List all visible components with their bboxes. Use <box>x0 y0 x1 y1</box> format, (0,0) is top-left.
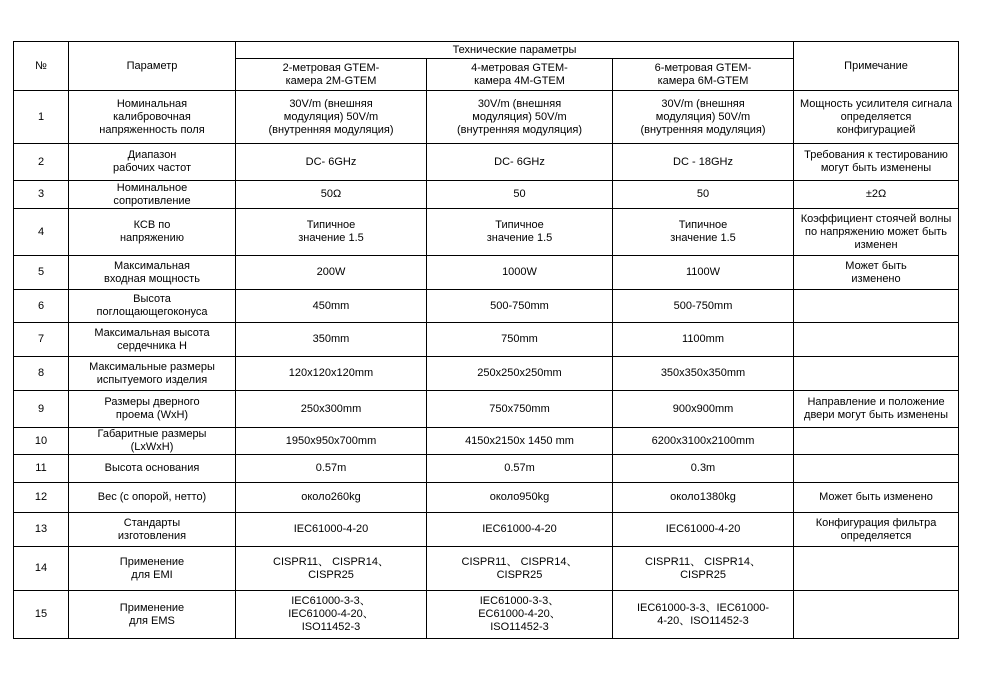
note-cell: Может быть изменено <box>794 483 959 513</box>
value-6m-cell: CISPR11、 CISPR14、 CISPR25 <box>613 547 794 591</box>
value-4m-cell: 0.57m <box>427 455 613 483</box>
value-6m-cell: 0.3m <box>613 455 794 483</box>
row-number: 12 <box>14 483 69 513</box>
note-cell: Конфигурация фильтра определяется <box>794 513 959 547</box>
table-row <box>14 209 959 256</box>
value-4m-cell: DC- 6GHz <box>427 144 613 181</box>
note-cell <box>794 290 959 323</box>
param-cell: Вес (с опорой, нетто) <box>69 483 236 513</box>
table-row <box>14 547 959 591</box>
note-cell: Коэффициент стоячей волны по напряжению может быть изменен <box>794 209 959 256</box>
table-row <box>14 256 959 290</box>
param-cell: Габаритные размеры (LxWxH) <box>69 428 236 455</box>
header-model-4m: 4-метровая GTEM- камера 4M-GTEM <box>427 59 613 91</box>
value-6m-cell: 350x350x350mm <box>613 357 794 391</box>
row-number: 4 <box>14 209 69 256</box>
value-2m-cell: 0.57m <box>236 455 427 483</box>
value-2m-cell: DC- 6GHz <box>236 144 427 181</box>
value-2m-cell: 120x120x120mm <box>236 357 427 391</box>
value-6m-cell: 900x900mm <box>613 391 794 428</box>
value-4m-cell: CISPR11、 CISPR14、 CISPR25 <box>427 547 613 591</box>
header-model-6m: 6-метровая GTEM- камера 6M-GTEM <box>613 59 794 91</box>
value-2m-cell: IEC61000-3-3、 IEC61000-4-20、 ISO11452-3 <box>236 591 427 639</box>
header-no: № <box>14 42 69 91</box>
value-6m-cell: 6200x3100x2100mm <box>613 428 794 455</box>
value-4m-cell: Типичное значение 1.5 <box>427 209 613 256</box>
note-cell <box>794 547 959 591</box>
note-cell: Требования к тестированию могут быть изменены <box>794 144 959 181</box>
table-row <box>14 428 959 455</box>
header-row-top <box>14 42 959 59</box>
value-6m-cell: 50 <box>613 181 794 209</box>
table-row <box>14 181 959 209</box>
param-cell: Диапазон рабочих частот <box>69 144 236 181</box>
value-4m-cell: IEC61000-3-3、 EC61000-4-20、 ISO11452-3 <box>427 591 613 639</box>
value-6m-cell: Типичное значение 1.5 <box>613 209 794 256</box>
value-4m-cell: 750x750mm <box>427 391 613 428</box>
header-note: Примечание <box>794 42 959 91</box>
value-4m-cell: 30V/m (внешняя модуляция) 50V/m (внутренняя модуляция) <box>427 91 613 144</box>
value-2m-cell: 350mm <box>236 323 427 357</box>
param-cell: Высота поглощающегоконуса <box>69 290 236 323</box>
param-cell: Высота основания <box>69 455 236 483</box>
row-number: 3 <box>14 181 69 209</box>
table-row <box>14 591 959 639</box>
param-cell: Номинальное сопротивление <box>69 181 236 209</box>
value-2m-cell: CISPR11、 CISPR14、 CISPR25 <box>236 547 427 591</box>
param-cell: Размеры дверного проема (WxH) <box>69 391 236 428</box>
value-6m-cell: около1380kg <box>613 483 794 513</box>
param-cell: Максимальная высота сердечника H <box>69 323 236 357</box>
row-number: 11 <box>14 455 69 483</box>
row-number: 2 <box>14 144 69 181</box>
row-number: 1 <box>14 91 69 144</box>
value-2m-cell: IEC61000-4-20 <box>236 513 427 547</box>
param-cell: КСВ по напряжению <box>69 209 236 256</box>
value-2m-cell: 250x300mm <box>236 391 427 428</box>
value-6m-cell: IEC61000-4-20 <box>613 513 794 547</box>
value-4m-cell: 750mm <box>427 323 613 357</box>
value-4m-cell: 1000W <box>427 256 613 290</box>
note-cell: Направление и положение двери могут быть изменены <box>794 391 959 428</box>
value-4m-cell: 4150x2150x 1450 mm <box>427 428 613 455</box>
value-6m-cell: 500-750mm <box>613 290 794 323</box>
row-number: 10 <box>14 428 69 455</box>
note-cell <box>794 323 959 357</box>
row-number: 6 <box>14 290 69 323</box>
row-number: 5 <box>14 256 69 290</box>
table-row <box>14 290 959 323</box>
param-cell: Применение для EMI <box>69 547 236 591</box>
value-2m-cell: 50Ω <box>236 181 427 209</box>
table-row <box>14 391 959 428</box>
value-2m-cell: 1950x950x700mm <box>236 428 427 455</box>
row-number: 14 <box>14 547 69 591</box>
value-4m-cell: 500-750mm <box>427 290 613 323</box>
value-6m-cell: 30V/m (внешняя модуляция) 50V/m (внутренняя модуляция) <box>613 91 794 144</box>
header-param: Параметр <box>69 42 236 91</box>
row-number: 8 <box>14 357 69 391</box>
value-6m-cell: IEC61000-3-3、IEC61000- 4-20、ISO11452-3 <box>613 591 794 639</box>
table-row <box>14 455 959 483</box>
value-4m-cell: 50 <box>427 181 613 209</box>
value-6m-cell: 1100W <box>613 256 794 290</box>
row-number: 13 <box>14 513 69 547</box>
table-row <box>14 91 959 144</box>
table-row <box>14 513 959 547</box>
header-group: Технические параметры <box>236 42 794 59</box>
param-cell: Стандарты изготовления <box>69 513 236 547</box>
value-2m-cell: 450mm <box>236 290 427 323</box>
note-cell <box>794 591 959 639</box>
value-4m-cell: 250x250x250mm <box>427 357 613 391</box>
value-2m-cell: около260kg <box>236 483 427 513</box>
value-2m-cell: 200W <box>236 256 427 290</box>
note-cell: Может быть изменено <box>794 256 959 290</box>
value-6m-cell: DC - 18GHz <box>613 144 794 181</box>
value-4m-cell: около950kg <box>427 483 613 513</box>
spec-table-head <box>14 42 959 91</box>
row-number: 7 <box>14 323 69 357</box>
value-2m-cell: 30V/m (внешняя модуляция) 50V/m (внутренняя модуляция) <box>236 91 427 144</box>
value-6m-cell: 1100mm <box>613 323 794 357</box>
note-cell: ±2Ω <box>794 181 959 209</box>
spec-table <box>13 41 959 639</box>
value-4m-cell: IEC61000-4-20 <box>427 513 613 547</box>
note-cell <box>794 357 959 391</box>
param-cell: Номинальная калибровочная напряженность поля <box>69 91 236 144</box>
note-cell <box>794 455 959 483</box>
row-number: 9 <box>14 391 69 428</box>
note-cell: Мощность усилителя сигнала определяется конфигурацией <box>794 91 959 144</box>
param-cell: Применение для EMS <box>69 591 236 639</box>
spec-table-body <box>14 91 959 639</box>
table-row <box>14 357 959 391</box>
row-number: 15 <box>14 591 69 639</box>
table-row <box>14 483 959 513</box>
header-model-2m: 2-метровая GTEM- камера 2M-GTEM <box>236 59 427 91</box>
note-cell <box>794 428 959 455</box>
value-2m-cell: Типичное значение 1.5 <box>236 209 427 256</box>
param-cell: Максимальные размеры испытуемого изделия <box>69 357 236 391</box>
table-row <box>14 144 959 181</box>
param-cell: Максимальная входная мощность <box>69 256 236 290</box>
table-row <box>14 323 959 357</box>
